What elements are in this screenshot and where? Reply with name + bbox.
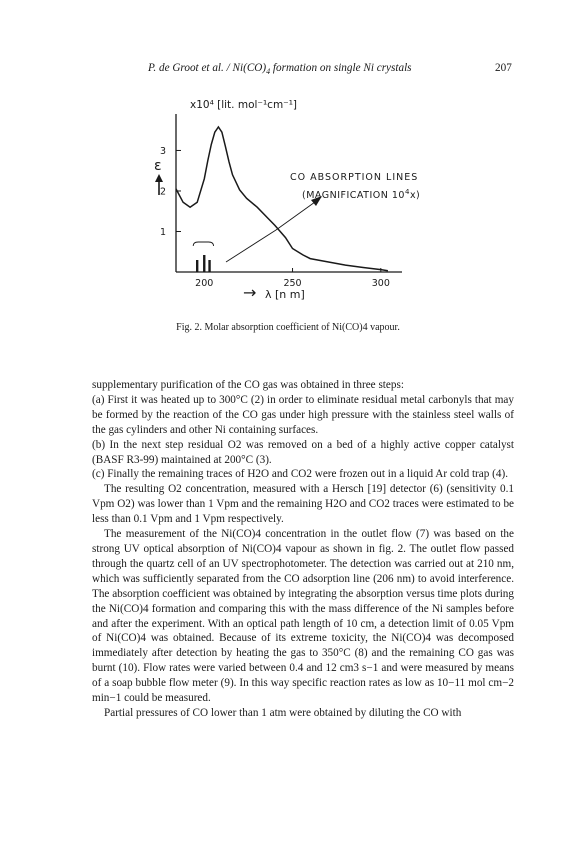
x-tick-label: 300	[371, 278, 390, 289]
paragraph: The resulting O2 concentration, measured with a Hersch [19] detector (6) (sensitivity 0.1 Vpm O2) was lower than 1 Vpm and the remaining H2O and CO2 traces were estimated to be less than 0.1 Vpm and 1 Vpm respectively.	[92, 483, 514, 526]
right-arrow-icon: →	[243, 283, 257, 302]
body-text	[92, 378, 514, 721]
x-axis-label: λ [n m]	[265, 288, 305, 301]
figure-2	[130, 82, 460, 322]
axis-ticks	[160, 146, 390, 289]
running-head	[0, 62, 576, 76]
figure-caption: Fig. 2. Molar absorption coefficient of Ni(CO)4 vapour.	[176, 322, 400, 333]
annotation-line-1: CO ABSORPTION LINES	[290, 172, 419, 183]
leader-line	[276, 202, 315, 230]
paragraph: (b) In the next step residual O2 was removed on a bed of a highly active copper catalyst (BASF R3-99) maintained at 200°C (3).	[92, 438, 514, 466]
page-number: 207	[495, 62, 512, 74]
running-title: P. de Groot et al. / $Ni(CO)_4$ formation on single Ni crystals	[148, 62, 412, 77]
paragraph: supplementary purification of the CO gas was obtained in three steps:	[92, 379, 404, 391]
paragraph: (a) First it was heated up to 300°C (2) in order to eliminate residual metal carbonyls that may be formed by the reaction of the CO gas under high pressure with the stainless steel walls of the gas cylinders and other Ni containing surfaces.	[92, 393, 514, 436]
paragraph: (c) Finally the remaining traces of H2O and CO2 were frozen out in a liquid Ar cold trap (4).	[92, 468, 508, 481]
absorption-chart	[130, 82, 460, 322]
co-absorption-lines	[197, 255, 209, 272]
y-tick-label: 2	[159, 186, 166, 198]
paragraph: The measurement of the Ni(CO)4 concentration in the outlet flow (7) was based on the strong UV optical absorption of Ni(CO)4 vapour as shown in fig. 2. The outlet flow passed through the quartz cell of an UV spectrophotometer. The detection was carried out at 210 nm, which was sufficiently separated from the CO adsorption line (206 nm) to avoid interference. The absorption coefficient was obtained by integrating the absorption versus time plots during the Ni(CO)4 formation and comparing this with the mass difference of the Ni samples before and after the experiment. With an optical path length of 10 cm, a detection limit of 0.05 Vpm of Ni(CO)4 was obtained. Because of its extreme toxicity, the Ni(CO)4 was decomposed immediately after detection by heating the gas to 350°C (8) and the remaining CO gas was burnt (10). Flow rates were varied between 0.4 and 12 cm3 s−1 and were measured by means of a soap bubble flow meter (9). In this way specific reaction rates as low as 10−11 mol cm−2 min−1 could be measured.	[92, 528, 514, 705]
leader-line	[226, 230, 276, 262]
annotation-line-2: (MAGNIFICATION $10^4x$)	[302, 188, 421, 201]
paragraph: Partial pressures of CO lower than 1 atm were obtained by diluting the CO with	[104, 706, 462, 719]
y-tick-label: 3	[159, 145, 166, 157]
y-unit-label: x10⁴ [lit. mol⁻¹cm⁻¹]	[190, 99, 298, 111]
y-tick-label: 1	[159, 226, 166, 238]
x-tick-label: 250	[283, 278, 302, 289]
y-axis-label: ε	[154, 158, 162, 174]
x-tick-label: 200	[195, 278, 214, 289]
co-lines-bracket	[193, 242, 213, 246]
